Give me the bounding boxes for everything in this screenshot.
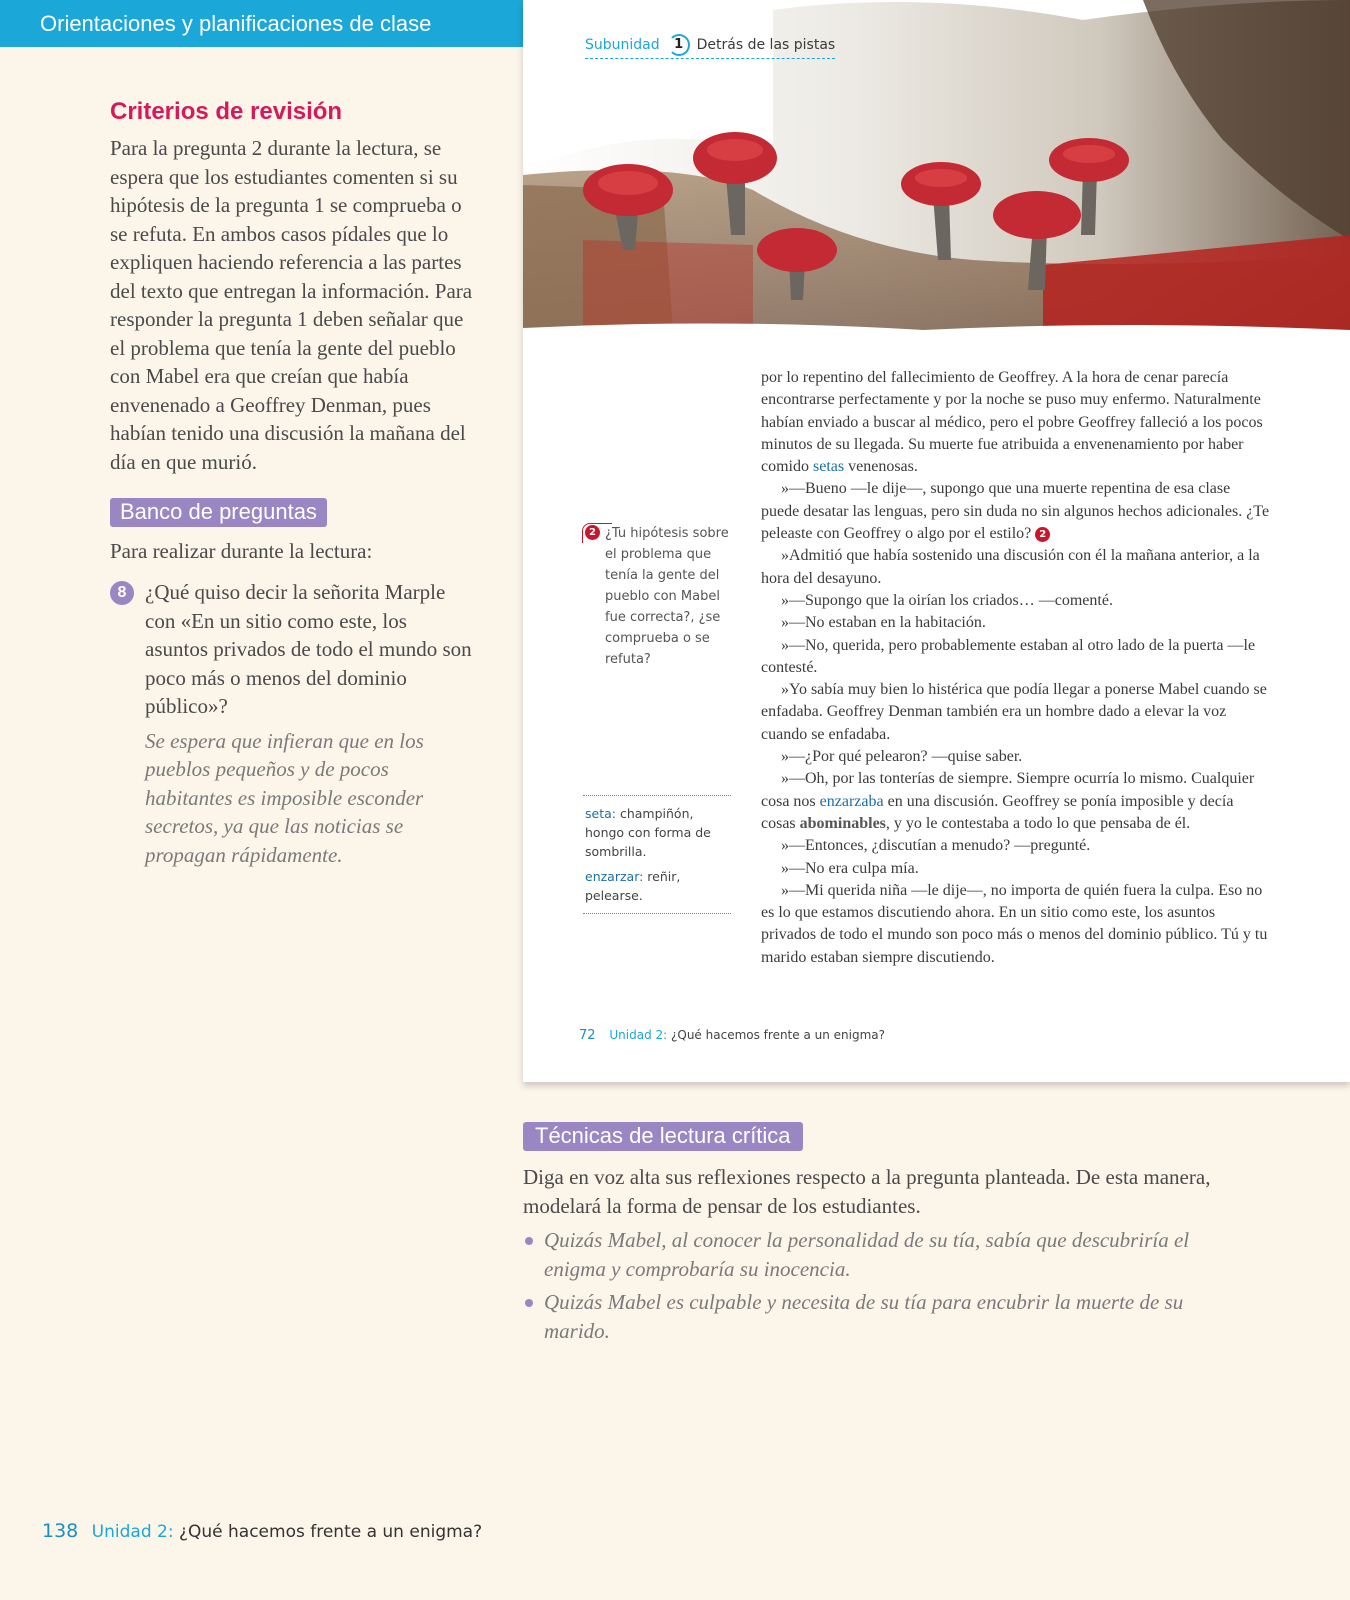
question-marker: 2: [585, 525, 600, 540]
glossary-keyword: setas: [813, 458, 845, 476]
story-paragraph: [761, 478, 1271, 545]
story-paragraph: »—¿Por qué pelearon? —quise saber.: [781, 748, 1023, 766]
side-question-text: ¿Tu hipótesis sobre el problema que tenía la gente del pueblo con Mabel fue correcta?, ¿se comprueba o se refuta?: [605, 526, 729, 667]
side-question: [585, 523, 730, 670]
banco-label: Banco de preguntas: [110, 498, 327, 527]
subunit-title: Detrás de las pistas: [696, 37, 836, 53]
glossary-keyword: enzarzaba: [819, 792, 884, 810]
criterios-body: Para la pregunta 2 durante la lectura, se espera que los estudiantes comenten si su hipótesis de la pregunta 1 se comprueba o se refuta. En ambos casos pídales que lo expliquen haciendo referencia a las partes del texto que entregan la información. Para responder la pregunta 1 deben señalar que el problema que tenía la gente del pueblo con Mabel era que creían que había envenenado a Geoffrey Denman, pues habían tenido una discusión la mañana del día en que murió.: [110, 136, 473, 474]
tecnicas-bullet: Quizás Mabel es culpable y necesita de su tía para encubrir la muerte de su marido.: [523, 1288, 1223, 1345]
subunit-label: Subunidad: [585, 37, 660, 53]
story-text-run: , y yo le contestaba a todo lo que pensaba de él.: [885, 814, 1191, 832]
question-text: ¿Qué quiso decir la señorita Marple con «En un sitio como este, los asuntos privados de todo el mundo son poco más o menos del dominio público»?: [145, 580, 472, 718]
story-paragraph: »—No estaban en la habitación.: [781, 614, 986, 632]
story-paragraph: [761, 768, 1271, 835]
criterios-title: Criterios de revisión: [110, 98, 343, 125]
tecnicas-label: Técnicas de lectura crítica: [523, 1122, 803, 1151]
story-paragraph: »—Supongo que la oirían los criados… —comenté.: [781, 591, 1113, 609]
glossary-term: enzarzar:: [585, 869, 644, 884]
glossary-definition: champiñón, hongo con forma de sombrilla.: [585, 806, 711, 859]
tecnicas-section: [523, 1122, 1223, 1350]
student-book-page: [523, 0, 1350, 1082]
question-marker: 2: [1035, 527, 1050, 542]
teacher-notes: [110, 98, 480, 869]
page-number: 138: [42, 1520, 79, 1542]
section-banner: Orientaciones y planificaciones de clase: [0, 0, 523, 47]
story-paragraph: »—No, querida, pero probablemente estaban al otro lado de la puerta —le contesté.: [761, 636, 1256, 676]
subunit-header: [585, 34, 835, 59]
tecnicas-body: Diga en voz alta sus reflexiones respecto a la pregunta planteada. De esta manera, modelará la forma de pensar de los estudiantes.: [523, 1165, 1211, 1218]
story-paragraph: »Admitió que había sostenido una discusión con él la mañana anterior, a la hora del desayuno.: [761, 547, 1260, 587]
book-footer-unit: Unidad 2:: [609, 1028, 668, 1042]
tecnicas-bullet: Quizás Mabel, al conocer la personalidad de su tía, sabía que descubriría el enigma y comprobaría su inocencia.: [523, 1226, 1223, 1283]
story-paragraph: »—No era culpa mía.: [781, 859, 919, 877]
subunit-number: 1: [668, 34, 690, 56]
story-text-run: »—Oh, por las tonterías de siempre. Siempre ocurría lo mismo. Cualquier cosa nos: [761, 770, 1255, 810]
footer-title: ¿Qué hacemos frente a un enigma?: [178, 1522, 483, 1542]
question-answer: Se espera que infieran que en los pueblos pequeños y de pocos habitantes es imposible esconder secretos, ya que las noticias se propagan rápidamente.: [145, 728, 424, 867]
story-text-run: venenosas.: [844, 458, 918, 476]
tecnicas-bullets: [523, 1226, 1223, 1345]
story-paragraph: »—Entonces, ¿discutían a menudo? —pregunté.: [781, 837, 1091, 855]
question-number-badge: 8: [110, 581, 134, 605]
book-footer-title: ¿Qué hacemos frente a un enigma?: [671, 1028, 885, 1042]
bold-word: abominables: [799, 814, 886, 832]
glossary-definition: reñir, pelearse.: [585, 869, 681, 903]
story-text-run: »—Bueno —le dije—, supongo que una muerte repentina de esa clase puede desatar las lenguas, pero sin duda no sin algunos hechos adicionales. ¿Te peleaste con Geoffrey o algo por el estilo?: [761, 480, 1270, 543]
glossary-entry: [585, 804, 729, 861]
glossary-term: seta:: [585, 806, 616, 821]
book-page-footer: [579, 1028, 885, 1043]
glossary-entry: [585, 867, 729, 905]
story-text-run: en una discusión. Geoffrey se ponía imposible y decía cosas: [761, 792, 1234, 832]
page-footer: [42, 1520, 482, 1542]
story-text: [761, 367, 1271, 969]
glossary-box: [583, 795, 731, 914]
story-paragraph: [761, 367, 1271, 478]
question-item: [110, 578, 480, 721]
story-text-run: por lo repentino del fallecimiento de Geoffrey. A la hora de cenar parecía encontrarse perfectamente y por la noche se puso muy enfermo. Naturalmente habían enviado a buscar al médico, pero el pobre Geoffrey falleció a los pocos minutos de su llegada. Su muerte fue atribuida a envenenamiento por haber comido: [761, 369, 1263, 476]
book-page-number: 72: [579, 1028, 596, 1043]
footer-unit: Unidad 2:: [91, 1522, 174, 1542]
story-paragraph: »—Mi querida niña —le dije—, no importa de quién fuera la culpa. Eso no es lo que estamos discutiendo ahora. En un sitio como este, los asuntos privados de todo el mundo son poco más o menos del dominio público. Tú y tu marido estaban siempre discutiendo.: [761, 881, 1268, 966]
story-paragraph: »Yo sabía muy bien lo histérica que podía llegar a ponerse Mabel cuando se enfadaba. Geoffrey Denman también era un hombre dado a elevar la voz cuando se enfadaba.: [761, 681, 1267, 743]
banco-intro: Para realizar durante la lectura:: [110, 539, 373, 563]
